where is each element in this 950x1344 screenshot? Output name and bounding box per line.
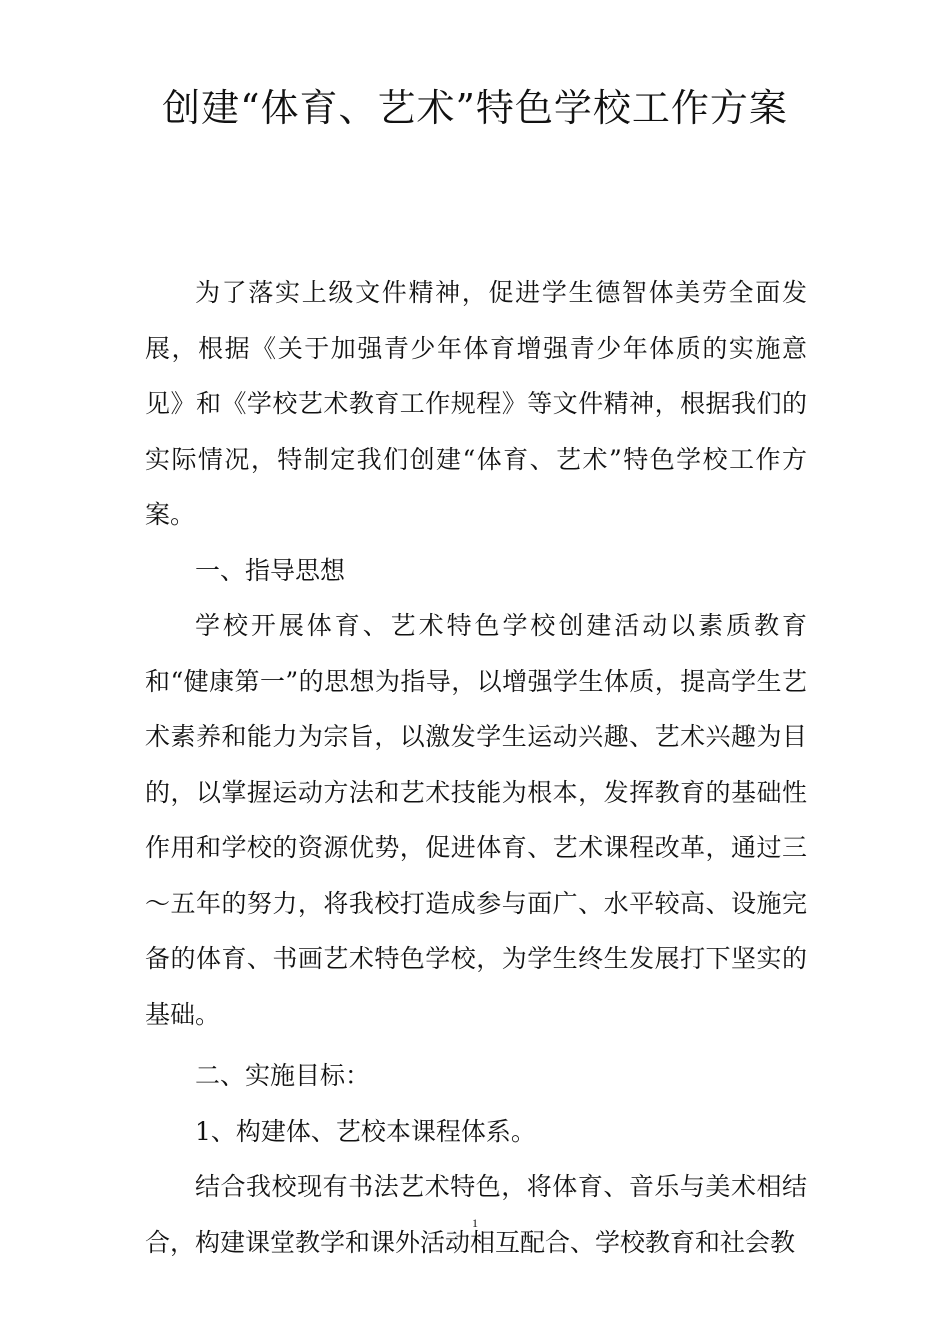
document-body (145, 265, 807, 1270)
subheading-curriculum-system: 1、构建体、艺校本课程体系。 (195, 1116, 536, 1146)
heading-implementation-goals: 二、实施目标： (195, 1061, 371, 1090)
page-number: 1 (472, 1216, 478, 1230)
document-title: 创建“体育、艺术”特色学校工作方案 (162, 86, 788, 130)
paragraph-curriculum-system: 结合我校现有书法艺术特色，将体育、音乐与美术相结合，构建课堂教学和课外活动相互配合、学校教育和社会教 (145, 1172, 807, 1257)
paragraph-intro: 为了落实上级文件精神，促进学生德智体美劳全面发展，根据《关于加强青少年体育增强青少年体质的实施意见》和《学校艺术教育工作规程》等文件精神，根据我们的实际情况，特制定我们创建“体育、艺术”特色学校工作方案。 (145, 278, 807, 529)
paragraph-guiding-ideology: 学校开展体育、艺术特色学校创建活动以素质教育和“健康第一”的思想为指导，以增强学生体质，提高学生艺术素养和能力为宗旨，以激发学生运动兴趣、艺术兴趣为目的，以掌握运动方法和艺术技能为根本，发挥教育的基础性作用和学校的资源优势，促进体育、艺术课程改革，通过三～五年的努力，将我校打造成参与面广、水平较高、设施完备的体育、书画艺术特色学校，为学生终生发展打下坚实的基础。 (145, 611, 807, 1029)
heading-guiding-ideology: 一、指导思想 (195, 555, 346, 585)
